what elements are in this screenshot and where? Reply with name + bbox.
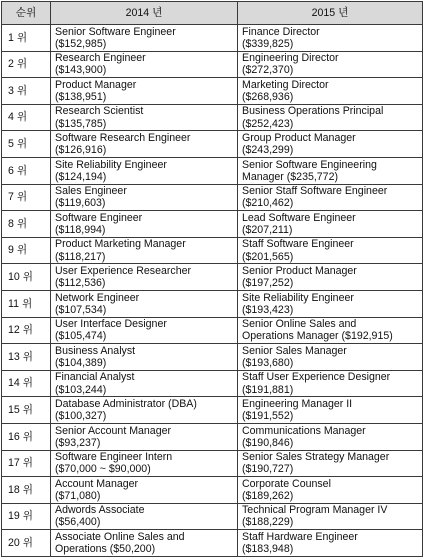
- rank-cell: 19 위: [2, 503, 51, 530]
- rank-cell: 6 위: [2, 157, 51, 184]
- job-text-line-1: Senior Software Engineer: [55, 25, 176, 38]
- job-text-line-2: ($118,994): [55, 223, 106, 236]
- table-row: [2, 78, 423, 105]
- job-text-line-2: ($201,565): [242, 250, 294, 263]
- table-row: [2, 51, 423, 78]
- job-text-line-2: ($189,262): [242, 489, 294, 502]
- job-2014-cell: [51, 317, 238, 344]
- job-2015-cell: [238, 370, 423, 397]
- rank-cell: 10 위: [2, 264, 51, 291]
- job-2015-cell: [238, 450, 423, 477]
- job-2014-cell: [51, 104, 238, 131]
- job-text-line-2: ($135,785): [55, 117, 107, 130]
- table-row: [2, 211, 423, 238]
- job-text-line-2: ($188,229): [242, 516, 294, 529]
- table-row: [2, 370, 423, 397]
- job-2014-cell: [51, 477, 238, 504]
- job-text-line-2: Operations Manager ($192,915): [242, 330, 393, 343]
- table-row: [2, 344, 423, 371]
- table-row: [2, 450, 423, 477]
- job-text-line-1: Lead Software Engineer: [242, 211, 356, 224]
- job-text-line-1: Product Manager: [55, 78, 137, 91]
- job-text-line-2: ($183,948): [242, 543, 294, 556]
- table-body: [2, 25, 423, 557]
- job-2014-cell: [51, 184, 238, 211]
- rank-cell: 11 위: [2, 290, 51, 317]
- job-text-line-1: Product Marketing Manager: [55, 238, 186, 251]
- rank-cell: 18 위: [2, 477, 51, 504]
- table-row: [2, 530, 423, 557]
- job-text-line-2: ($143,900): [55, 64, 107, 77]
- job-2015-cell: [238, 317, 423, 344]
- job-text-line-2: ($56,400): [55, 516, 101, 529]
- job-2014-cell: [51, 423, 238, 450]
- job-text-line-2: ($105,474): [55, 330, 107, 343]
- job-2015-cell: [238, 503, 423, 530]
- job-text-line-1: Senior Staff Software Engineer: [242, 185, 388, 198]
- job-2015-cell: [238, 25, 423, 52]
- job-text-line-2: ($190,727): [242, 463, 294, 476]
- job-text-line-1: Associate Online Sales and: [55, 530, 185, 543]
- job-text-line-1: Group Product Manager: [242, 131, 356, 144]
- table-row: [2, 397, 423, 424]
- job-text-line-1: Sales Engineer: [55, 185, 127, 198]
- job-2014-cell: [51, 264, 238, 291]
- job-text-line-2: ($100,327): [55, 410, 107, 423]
- job-text-line-1: Financial Analyst: [55, 371, 135, 384]
- rank-cell: 12 위: [2, 317, 51, 344]
- rank-cell: 14 위: [2, 370, 51, 397]
- job-text-line-1: Finance Director: [242, 25, 320, 38]
- job-2015-cell: [238, 290, 423, 317]
- job-text-line-2: Operations ($50,200): [55, 543, 156, 556]
- job-2015-cell: [238, 51, 423, 78]
- job-text-line-2: ($197,252): [242, 277, 294, 290]
- job-text-line-2: ($70,000 ~ $90,000): [55, 463, 151, 476]
- job-text-line-2: ($124,194): [55, 170, 107, 183]
- job-2014-cell: [51, 530, 238, 557]
- job-text-line-2: ($207,211): [242, 223, 293, 236]
- job-text-line-2: ($103,244): [55, 383, 107, 396]
- job-2014-cell: [51, 450, 238, 477]
- rank-cell: 7 위: [2, 184, 51, 211]
- job-text-line-1: Senior Sales Manager: [242, 344, 347, 357]
- job-text-line-2: ($119,603): [55, 197, 106, 210]
- table-row: [2, 131, 423, 158]
- job-text-line-1: Senior Online Sales and: [242, 318, 357, 331]
- job-text-line-1: Senior Sales Strategy Manager: [242, 451, 390, 464]
- job-2015-cell: [238, 184, 423, 211]
- job-text-line-1: Communications Manager: [242, 424, 366, 437]
- rank-cell: 4 위: [2, 104, 51, 131]
- job-2015-cell: [238, 264, 423, 291]
- job-text-line-1: Account Manager: [55, 477, 139, 490]
- job-2015-cell: [238, 78, 423, 105]
- job-2015-cell: [238, 477, 423, 504]
- job-2014-cell: [51, 370, 238, 397]
- rank-cell: 15 위: [2, 397, 51, 424]
- job-text-line-2: ($252,423): [242, 117, 294, 130]
- table-row: [2, 184, 423, 211]
- job-text-line-2: ($339,825): [242, 37, 294, 50]
- job-text-line-1: Staff User Experience Designer: [242, 371, 391, 384]
- rank-cell: 20 위: [2, 530, 51, 557]
- table-row: [2, 477, 423, 504]
- job-2015-cell: [238, 530, 423, 557]
- job-text-line-1: Technical Program Manager IV: [242, 504, 388, 517]
- job-text-line-1: Business Analyst: [55, 344, 136, 357]
- job-text-line-2: ($93,237): [55, 436, 101, 449]
- table-row: [2, 423, 423, 450]
- job-text-line-1: Engineering Director: [242, 52, 339, 65]
- job-2015-cell: [238, 104, 423, 131]
- job-text-line-2: ($138,951): [55, 90, 107, 103]
- job-text-line-2: ($118,217): [55, 250, 106, 263]
- table-row: [2, 503, 423, 530]
- job-2014-cell: [51, 503, 238, 530]
- job-2014-cell: [51, 237, 238, 264]
- job-2014-cell: [51, 344, 238, 371]
- job-2015-cell: [238, 423, 423, 450]
- job-text-line-1: Staff Software Engineer: [242, 238, 354, 251]
- job-2014-cell: [51, 290, 238, 317]
- year-2015-column-header: 2015 년: [238, 2, 423, 25]
- job-text-line-1: Engineering Manager II: [242, 397, 353, 410]
- job-text-line-2: ($193,680): [242, 356, 294, 369]
- job-text-line-1: Adwords Associate: [55, 504, 145, 517]
- job-text-line-1: Senior Product Manager: [242, 264, 357, 277]
- rank-cell: 16 위: [2, 423, 51, 450]
- job-text-line-1: Staff Hardware Engineer: [242, 530, 358, 543]
- job-text-line-2: ($107,534): [55, 303, 107, 316]
- job-text-line-1: Software Engineer: [55, 211, 143, 224]
- job-text-line-2: ($191,552): [242, 410, 294, 423]
- job-2014-cell: [51, 51, 238, 78]
- table-row: [2, 25, 423, 52]
- job-text-line-1: Site Reliability Engineer: [242, 291, 354, 304]
- rank-cell: 1 위: [2, 25, 51, 52]
- job-text-line-2: ($210,462): [242, 197, 294, 210]
- job-text-line-1: Senior Account Manager: [55, 424, 172, 437]
- job-2014-cell: [51, 397, 238, 424]
- rank-cell: 3 위: [2, 78, 51, 105]
- table-header-row: [2, 2, 423, 25]
- job-2014-cell: [51, 78, 238, 105]
- job-text-line-1: User Experience Researcher: [55, 264, 192, 277]
- table-row: [2, 104, 423, 131]
- job-text-line-2: ($190,846): [242, 436, 294, 449]
- job-2015-cell: [238, 157, 423, 184]
- table-row: [2, 317, 423, 344]
- table-row: [2, 157, 423, 184]
- rank-cell: 8 위: [2, 211, 51, 238]
- rank-cell: 17 위: [2, 450, 51, 477]
- job-text-line-2: ($243,299): [242, 144, 294, 157]
- job-text-line-1: User Interface Designer: [55, 318, 167, 331]
- salary-ranking-table-container: [1, 1, 423, 557]
- job-text-line-2: ($71,080): [55, 489, 101, 502]
- year-2014-column-header: 2014 년: [51, 2, 238, 25]
- job-text-line-2: Manager ($235,772): [242, 170, 338, 183]
- salary-ranking-table: [1, 1, 423, 557]
- job-text-line-2: ($104,389): [55, 356, 107, 369]
- job-text-line-2: ($152,985): [55, 37, 107, 50]
- rank-cell: 2 위: [2, 51, 51, 78]
- job-text-line-2: ($272,370): [242, 64, 294, 77]
- job-2014-cell: [51, 131, 238, 158]
- job-2014-cell: [51, 157, 238, 184]
- rank-cell: 5 위: [2, 131, 51, 158]
- job-2015-cell: [238, 344, 423, 371]
- table-row: [2, 264, 423, 291]
- job-text-line-1: Research Scientist: [55, 105, 144, 118]
- job-text-line-1: Marketing Director: [242, 78, 329, 91]
- job-2015-cell: [238, 397, 423, 424]
- job-text-line-2: ($191,881): [242, 383, 294, 396]
- rank-cell: 9 위: [2, 237, 51, 264]
- job-text-line-1: Software Engineer Intern: [55, 451, 173, 464]
- job-text-line-1: Network Engineer: [55, 291, 140, 304]
- job-text-line-1: Research Engineer: [55, 52, 146, 65]
- rank-column-header: 순위: [2, 2, 51, 25]
- table-row: [2, 290, 423, 317]
- job-2015-cell: [238, 237, 423, 264]
- job-text-line-1: Software Research Engineer: [55, 131, 191, 144]
- job-text-line-2: ($268,936): [242, 90, 294, 103]
- job-2014-cell: [51, 25, 238, 52]
- job-text-line-2: ($193,423): [242, 303, 294, 316]
- job-text-line-1: Corporate Counsel: [242, 477, 331, 490]
- rank-cell: 13 위: [2, 344, 51, 371]
- job-text-line-1: Database Administrator (DBA): [55, 397, 197, 410]
- job-text-line-1: Site Reliability Engineer: [55, 158, 167, 171]
- job-2014-cell: [51, 211, 238, 238]
- job-text-line-2: ($126,916): [55, 144, 107, 157]
- table-row: [2, 237, 423, 264]
- job-text-line-1: Senior Software Engineering: [242, 158, 377, 171]
- job-text-line-1: Business Operations Principal: [242, 105, 384, 118]
- job-2015-cell: [238, 211, 423, 238]
- job-text-line-2: ($112,536): [55, 277, 106, 290]
- job-2015-cell: [238, 131, 423, 158]
